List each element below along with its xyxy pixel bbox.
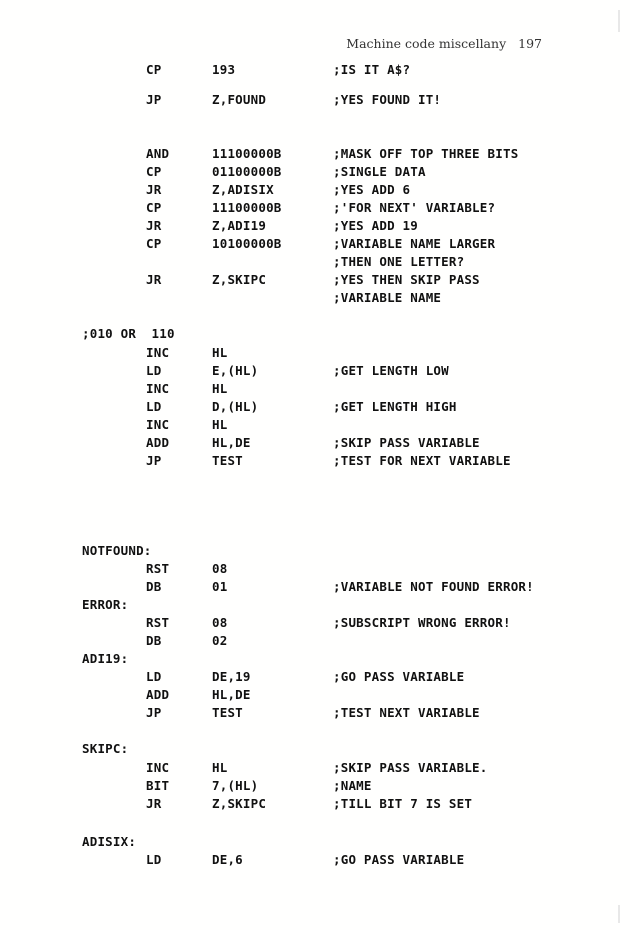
label: ;010 OR 110 — [82, 326, 175, 341]
operand: DE,19 — [212, 669, 251, 684]
opcode: RST — [146, 561, 170, 576]
opcode: CP — [146, 62, 162, 77]
label: ERROR: — [82, 597, 129, 612]
comment: ;THEN ONE LETTER? — [333, 254, 465, 269]
opcode: JP — [146, 453, 162, 468]
opcode: CP — [146, 164, 162, 179]
operand: 7,(HL) — [212, 778, 259, 793]
operand: 08 — [212, 615, 228, 630]
operand: TEST — [212, 453, 243, 468]
operand: D,(HL) — [212, 399, 259, 414]
comment: ;GET LENGTH LOW — [333, 363, 449, 378]
label: ADI19: — [82, 651, 129, 666]
opcode: LD — [146, 363, 162, 378]
comment: ;YES FOUND IT! — [333, 92, 442, 107]
operand: 11100000B — [212, 146, 282, 161]
operand: HL — [212, 417, 228, 432]
operand: 01 — [212, 579, 228, 594]
header-title: Machine code miscellany — [346, 36, 507, 51]
scan-speck — [618, 10, 620, 32]
opcode: JP — [146, 705, 162, 720]
comment: ;MASK OFF TOP THREE BITS — [333, 146, 519, 161]
opcode: JR — [146, 182, 162, 197]
comment: ;GO PASS VARIABLE — [333, 669, 465, 684]
comment: ;VARIABLE NAME LARGER — [333, 236, 496, 251]
comment: ;TEST NEXT VARIABLE — [333, 705, 480, 720]
comment: ;YES THEN SKIP PASS — [333, 272, 480, 287]
operand: 01100000B — [212, 164, 282, 179]
opcode: AND — [146, 146, 170, 161]
comment: ;IS IT A$? — [333, 62, 411, 77]
operand: HL — [212, 345, 228, 360]
opcode: BIT — [146, 778, 170, 793]
opcode: INC — [146, 760, 170, 775]
opcode: JR — [146, 218, 162, 233]
comment: ;SUBSCRIPT WRONG ERROR! — [333, 615, 511, 630]
operand: Z,FOUND — [212, 92, 267, 107]
operand: Z,SKIPC — [212, 272, 267, 287]
opcode: LD — [146, 399, 162, 414]
operand: HL — [212, 760, 228, 775]
comment: ;VARIABLE NAME — [333, 290, 442, 305]
opcode: ADD — [146, 687, 170, 702]
opcode: LD — [146, 852, 162, 867]
opcode: CP — [146, 200, 162, 215]
opcode: JP — [146, 92, 162, 107]
comment: ;VARIABLE NOT FOUND ERROR! — [333, 579, 534, 594]
comment: ;SKIP PASS VARIABLE — [333, 435, 480, 450]
comment: ;GET LENGTH HIGH — [333, 399, 457, 414]
scan-speck — [618, 905, 620, 923]
operand: 193 — [212, 62, 236, 77]
operand: 10100000B — [212, 236, 282, 251]
opcode: RST — [146, 615, 170, 630]
opcode: JR — [146, 796, 162, 811]
operand: TEST — [212, 705, 243, 720]
opcode: DB — [146, 633, 162, 648]
comment: ;SKIP PASS VARIABLE. — [333, 760, 488, 775]
comment: ;TEST FOR NEXT VARIABLE — [333, 453, 511, 468]
operand: 11100000B — [212, 200, 282, 215]
opcode: INC — [146, 345, 170, 360]
label: ADISIX: — [82, 834, 137, 849]
operand: HL,DE — [212, 687, 251, 702]
operand: HL,DE — [212, 435, 251, 450]
opcode: INC — [146, 417, 170, 432]
operand: HL — [212, 381, 228, 396]
comment: ;YES ADD 6 — [333, 182, 411, 197]
opcode: CP — [146, 236, 162, 251]
label: NOTFOUND: — [82, 543, 152, 558]
comment: ;GO PASS VARIABLE — [333, 852, 465, 867]
label: SKIPC: — [82, 741, 129, 756]
comment: ;YES ADD 19 — [333, 218, 418, 233]
operand: Z,SKIPC — [212, 796, 267, 811]
page-number: 197 — [518, 36, 542, 51]
comment: ;NAME — [333, 778, 372, 793]
comment: ;SINGLE DATA — [333, 164, 426, 179]
opcode: JR — [146, 272, 162, 287]
operand: Z,ADISIX — [212, 182, 274, 197]
opcode: INC — [146, 381, 170, 396]
opcode: DB — [146, 579, 162, 594]
comment: ;'FOR NEXT' VARIABLE? — [333, 200, 496, 215]
opcode: ADD — [146, 435, 170, 450]
operand: DE,6 — [212, 852, 243, 867]
operand: 02 — [212, 633, 228, 648]
operand: Z,ADI19 — [212, 218, 267, 233]
operand: 08 — [212, 561, 228, 576]
operand: E,(HL) — [212, 363, 259, 378]
opcode: LD — [146, 669, 162, 684]
comment: ;TILL BIT 7 IS SET — [333, 796, 473, 811]
